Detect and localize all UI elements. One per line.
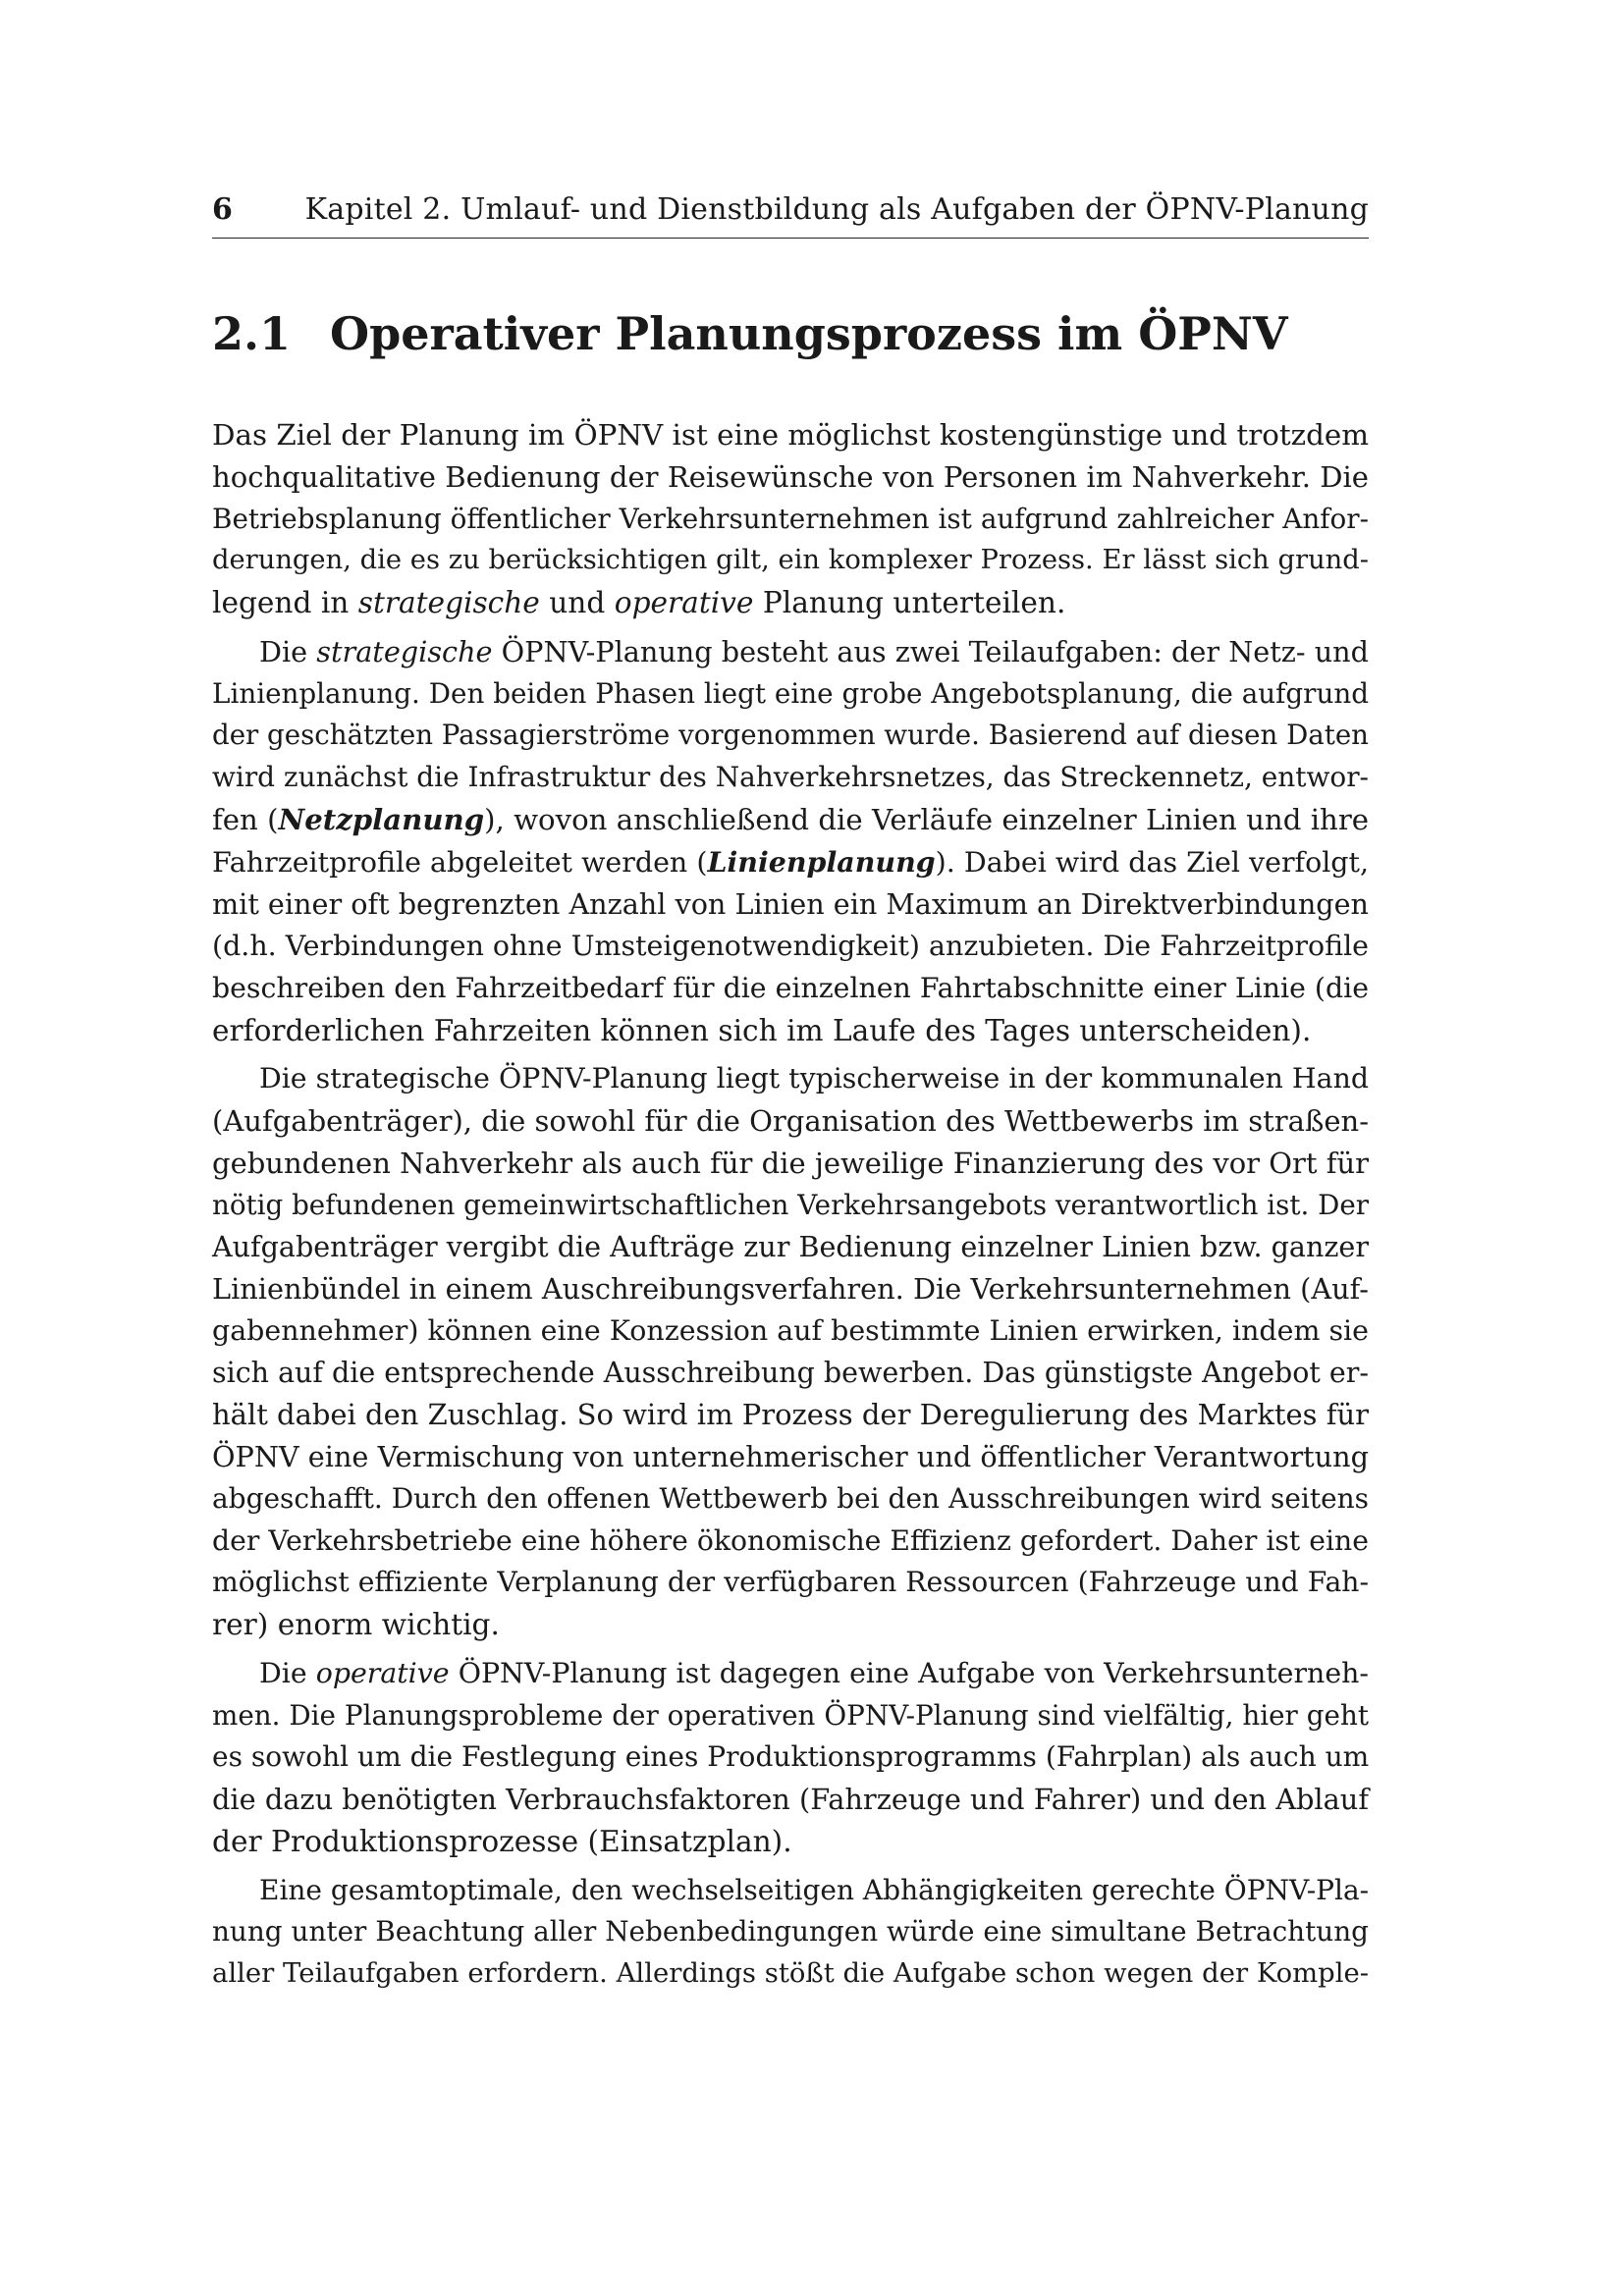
running-title: Kapitel 2. Umlauf- und Dienstbildung als Aufgaben der ÖPNV-Planung — [304, 192, 1369, 227]
text-line: die dazu benötigten Verbrauchsfaktoren (Fahrzeuge und Fahrer) und den Ablauf — [212, 1783, 1369, 1816]
text-line: (d.h. Verbindungen ohne Umsteigenotwendigkeit) anzubieten. Die Fahrzeitprofile — [212, 930, 1369, 962]
paragraph-1 — [212, 414, 1369, 624]
text-line: gabennehmer) können eine Konzession auf bestimmte Linien erwirken, indem sie — [212, 1313, 1369, 1347]
text-line: der geschätzten Passagierströme vorgenommen wurde. Basierend auf diesen Daten — [212, 719, 1369, 752]
text-line: der Verkehrsbetriebe eine höhere ökonomische Effizienz gefordert. Daher ist eine — [212, 1523, 1369, 1557]
text-line: men. Die Planungsprobleme der operativen ÖPNV-Planung sind vielfältig, hier geht — [212, 1698, 1369, 1732]
paragraph-3 — [212, 1058, 1369, 1646]
text-line: Eine gesamtoptimale, den wechselseitigen Abhängigkeiten gerechte ÖPNV-Pla- — [259, 1873, 1370, 1906]
term-linienplanung: Linienplanung — [707, 844, 936, 879]
text-line: Betriebsplanung öffentlicher Verkehrsunternehmen ist aufgrund zahlreicher Anfor- — [212, 502, 1369, 535]
text-line: nötig befundenen gemeinwirtschaftlichen Verkehrsangebots verantwortlich ist. Der — [212, 1188, 1369, 1221]
text-line: beschreiben den Fahrzeitbedarf für die einzelnen Fahrtabschnitte einer Linie (die — [212, 971, 1369, 1004]
text-line: der Produktionsprozesse (Einsatzplan). — [212, 1824, 792, 1858]
text-line: möglichst effiziente Verplanung der verfügbaren Ressourcen (Fahrzeuge und Fah- — [212, 1566, 1369, 1599]
emphasis-operative: operative — [614, 586, 754, 619]
text-line: Die strategische ÖPNV-Planung besteht aus zwei Teilaufgaben: der Netz- und — [259, 634, 1369, 668]
page-number: 6 — [212, 192, 233, 227]
text-line: (Aufgabenträger), die sowohl für die Organisation des Wettbewerbs im straßen- — [212, 1104, 1369, 1138]
text-line: Linienplanung. Den beiden Phasen liegt eine grobe Angebotsplanung, die aufgrund — [212, 676, 1369, 710]
section-heading — [212, 298, 1369, 369]
text-line: Die operative ÖPNV-Planung ist dagegen eine Aufgabe von Verkehrsunterneh- — [259, 1656, 1369, 1689]
text-line: rer) enorm wichtig. — [212, 1608, 500, 1641]
text-line: nung unter Beachtung aller Nebenbedingungen würde eine simultane Betrachtung — [212, 1915, 1369, 1949]
section-number: 2.1 — [212, 307, 292, 360]
paragraph-5 — [212, 1870, 1369, 1996]
text-line: legend in strategische und operative Planung unterteilen. — [212, 586, 1066, 619]
paragraph-2 — [212, 631, 1369, 1052]
text-line: Aufgabenträger vergibt die Aufträge zur Bedienung einzelner Linien bzw. ganzer — [212, 1230, 1369, 1264]
body-text — [212, 414, 1369, 2002]
text-line: erforderlichen Fahrzeiten können sich im Laufe des Tages unterscheiden). — [212, 1013, 1312, 1047]
running-header — [212, 192, 1369, 239]
text-line: ÖPNV eine Vermischung von unternehmerischer und öffentlicher Verantwortung — [212, 1440, 1369, 1473]
text-line: mit einer oft begrenzten Anzahl von Linien ein Maximum an Direktverbindungen — [212, 887, 1369, 922]
text-line: Die strategische ÖPNV-Planung liegt typischerweise in der kommunalen Hand — [259, 1062, 1369, 1095]
text-line: aller Teilaufgaben erfordern. Allerdings stößt die Aufgabe schon wegen der Komple- — [212, 1958, 1369, 1989]
text-line: wird zunächst die Infrastruktur des Nahverkehrsnetzes, das Streckennetz, entwor- — [212, 761, 1369, 793]
text-line: hochqualitative Bedienung der Reisewünsche von Personen im Nahverkehr. Die — [212, 459, 1369, 494]
text-line: derungen, die es zu berücksichtigen gilt, ein komplexer Prozess. Er lässt sich grund- — [212, 545, 1369, 576]
text-line: Fahrzeitprofile abgeleitet werden (Linienplanung). Dabei wird das Ziel verfolgt, — [212, 844, 1370, 879]
text-line: sich auf die entsprechende Ausschreibung bewerben. Das günstigste Angebot er- — [212, 1356, 1369, 1389]
emphasis-strategische: strategische — [316, 634, 493, 668]
emphasis-operative: operative — [315, 1656, 450, 1689]
term-netzplanung: Netzplanung — [278, 802, 485, 836]
text-line: abgeschafft. Durch den offenen Wettbewerb bei den Ausschreibungen wird seitens — [212, 1481, 1369, 1515]
text-line: gebundenen Nahverkehr als auch für die jeweilige Finanzierung des vor Ort für — [212, 1146, 1370, 1180]
text-line: Linienbündel in einem Auschreibungsverfahren. Die Verkehrsunternehmen (Auf- — [212, 1272, 1369, 1306]
text-line: hält dabei den Zuschlag. So wird im Prozess der Deregulierung des Marktes für — [212, 1398, 1369, 1432]
text-line: fen (Netzplanung), wovon anschließend die Verläufe einzelner Linien und ihre — [212, 802, 1370, 836]
text-line: Das Ziel der Planung im ÖPNV ist eine möglichst kostengünstige und trotzdem — [212, 418, 1369, 452]
text-line: es sowohl um die Festlegung eines Produktionsprogramms (Fahrplan) als auch um — [212, 1740, 1370, 1774]
emphasis-strategische: strategische — [357, 586, 540, 619]
paragraph-4 — [212, 1653, 1369, 1863]
section-title: Operativer Planungsprozess im ÖPNV — [330, 307, 1288, 360]
